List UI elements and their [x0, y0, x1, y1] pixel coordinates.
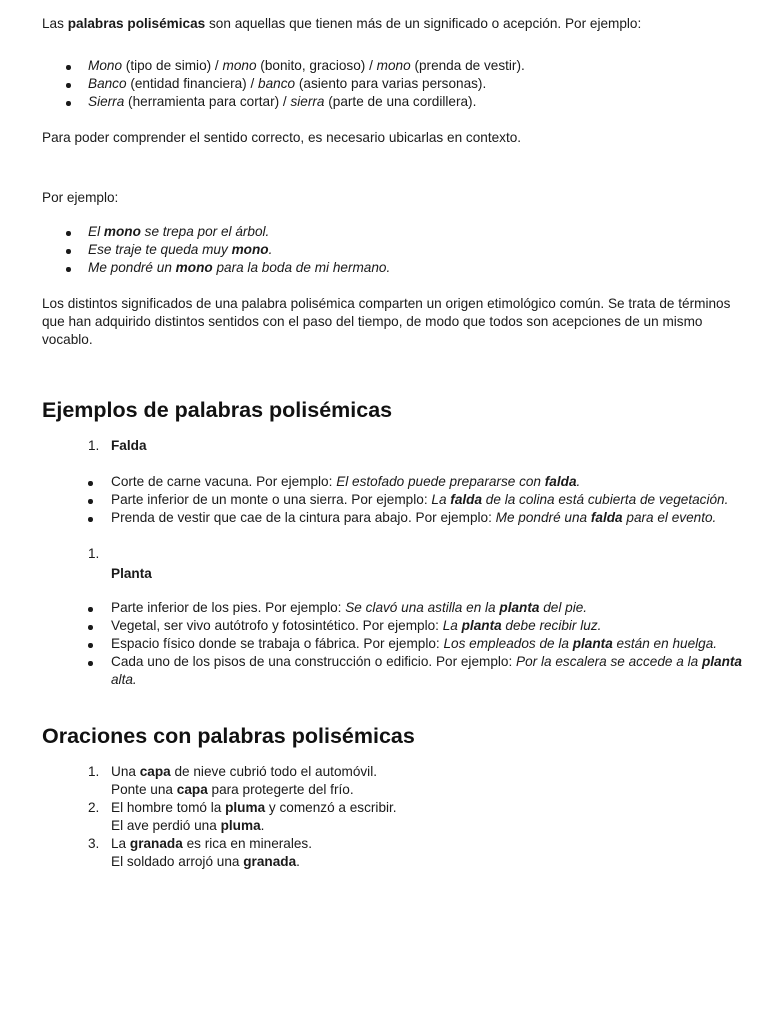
list-item: Mono (tipo de simio) / mono (bonito, gracioso) / mono (prenda de vestir). [42, 57, 758, 75]
falda-heading-list [42, 437, 758, 455]
word-planta: Planta [111, 566, 152, 581]
list-item: Parte inferior de un monte o una sierra. Por ejemplo: La falda de la colina está cubierta de vegetación. [42, 491, 758, 509]
list-item: 3. La granada es rica en minerales. El soldado arrojó una granada. [88, 836, 312, 869]
list-item: 1. Planta [88, 546, 152, 581]
list-item: 1. Falda [88, 438, 147, 453]
section-heading-sentences: Oraciones con palabras polisémicas [42, 724, 415, 748]
list-item: El mono se trepa por el árbol. [42, 223, 758, 241]
list-item: Banco (entidad financiera) / banco (asiento para varias personas). [42, 75, 758, 93]
etymology-paragraph: Los distintos significados de una palabra polisémica comparten un origen etimológico común. Se trata de términos que han adquirido distintos sentidos con el paso del tiempo, de modo que todos son acepciones de un mismo vocablo. [42, 296, 731, 347]
list-item: Parte inferior de los pies. Por ejemplo: Se clavó una astilla en la planta del pie. [42, 599, 758, 617]
list-item: 1. Una capa de nieve cubrió todo el automóvil. Ponte una capa para protegerte del frío. [88, 764, 377, 797]
intro-bold-term: palabras polisémicas [67, 16, 206, 31]
planta-heading-list [42, 545, 758, 583]
context-paragraph: Para poder comprender el sentido correcto, es necesario ubicarlas en contexto. [42, 130, 522, 145]
list-item: Vegetal, ser vivo autótrofo y fotosintético. Por ejemplo: La planta debe recibir luz. [42, 617, 758, 635]
planta-senses-list [42, 599, 758, 689]
intro-text-end: son aquellas que tienen más de un significado o acepción. Por ejemplo: [205, 16, 642, 31]
word-falda: Falda [111, 438, 147, 453]
list-item: Corte de carne vacuna. Por ejemplo: El estofado puede prepararse con falda. [42, 473, 758, 491]
section-heading-examples: Ejemplos de palabras polisémicas [42, 398, 393, 422]
list-item: Cada uno de los pisos de una construcción o edificio. Por ejemplo: Por la escalera se accede a la planta alta. [42, 653, 758, 689]
list-item: 2. El hombre tomó la pluma y comenzó a escribir. El ave perdió una pluma. [88, 800, 397, 833]
intro-paragraph [42, 15, 758, 33]
list-item: Prenda de vestir que cae de la cintura para abajo. Por ejemplo: Me pondré una falda para el evento. [42, 509, 758, 527]
list-item: Ese traje te queda muy mono. [42, 241, 758, 259]
document-page [42, 15, 758, 871]
por-ejemplo-label: Por ejemplo: [42, 190, 119, 205]
list-item: Espacio físico donde se trabaja o fábrica. Por ejemplo: Los empleados de la planta están en huelga. [42, 635, 758, 653]
intro-text: Las [42, 16, 68, 31]
sentences-list [42, 763, 758, 871]
list-item: Me pondré un mono para la boda de mi hermano. [42, 259, 758, 277]
examples-list [42, 57, 758, 111]
context-examples-list [42, 223, 758, 277]
falda-senses-list [42, 473, 758, 527]
list-item: Sierra (herramienta para cortar) / sierra (parte de una cordillera). [42, 93, 758, 111]
